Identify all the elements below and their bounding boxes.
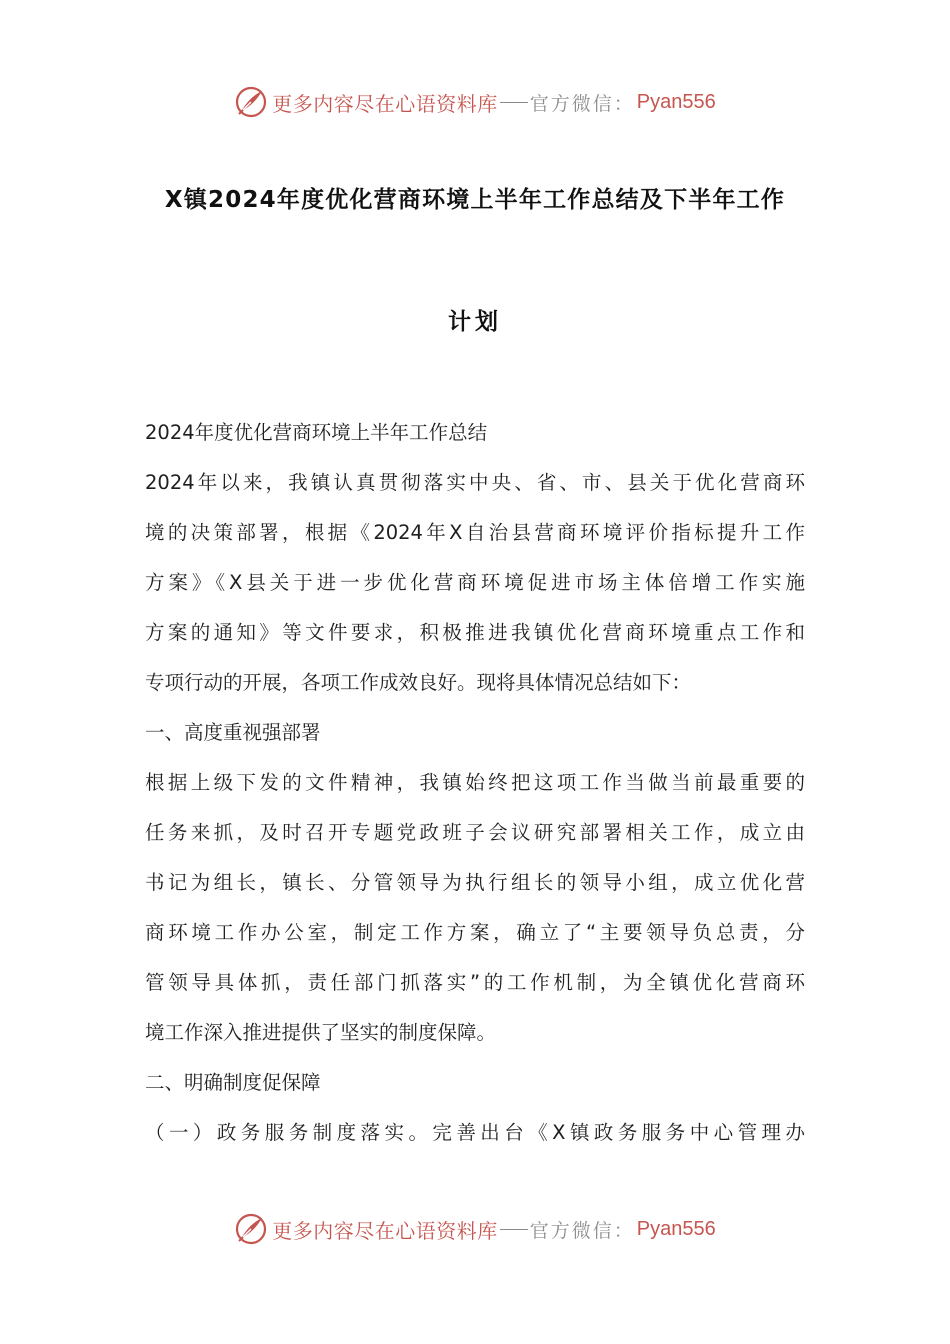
document-title-line-1: X镇2024年度优化营商环境上半年工作总结及下半年工作 — [164, 187, 786, 213]
section-heading-1: 一、高度重视强部署 — [145, 721, 321, 744]
account-label: 官方微信： — [529, 92, 635, 115]
section-heading-summary: 2024年度优化营商环境上半年工作总结 — [145, 421, 488, 444]
paragraph-line: 根据上级下发的文件精神，我镇始终把这项工作当做当前最重要的 — [145, 771, 805, 794]
account-handle: Pyan556 — [636, 1217, 716, 1240]
divider-dash — [500, 102, 528, 103]
paragraph-line: 方案的通知》等文件要求，积极推进我镇优化营商环境重点工作和 — [145, 621, 805, 644]
account-label: 官方微信： — [529, 1219, 635, 1242]
paragraph-line: 2024年以来，我镇认真贯彻落实中央、省、市、县关于优化营商环 — [145, 471, 805, 494]
paragraph-line: （一）政务服务制度落实。完善出台《X镇政务服务中心管理办 — [145, 1121, 805, 1144]
section-heading-2: 二、明确制度促保障 — [145, 1071, 321, 1094]
paragraph-line: 管领导具体抓，责任部门抓落实”的工作机制，为全镇优化营商环 — [145, 971, 805, 994]
paragraph-line: 境的决策部署，根据《2024年X自治县营商环境评价指标提升工作 — [145, 521, 805, 544]
feather-pen-logo-icon — [234, 1212, 268, 1246]
header-watermark-banner — [0, 82, 950, 122]
document-title-line-2: 计划 — [448, 309, 502, 335]
promo-text: 更多内容尽在心语资料库 — [272, 91, 498, 116]
paragraph-line: 境工作深入推进提供了坚实的制度保障。 — [145, 1021, 497, 1044]
divider-dash — [500, 1229, 528, 1230]
account-handle: Pyan556 — [636, 90, 716, 113]
footer-watermark-banner — [0, 1209, 950, 1249]
document-body — [145, 418, 807, 1168]
paragraph-line: 方案》《X县关于进一步优化营商环境促进市场主体倍增工作实施 — [145, 571, 805, 594]
promo-text: 更多内容尽在心语资料库 — [272, 1218, 498, 1243]
paragraph-line: 任务来抓，及时召开专题党政班子会议研究部署相关工作，成立由 — [145, 821, 805, 844]
paragraph-line: 书记为组长，镇长、分管领导为执行组长的领导小组，成立优化营 — [145, 871, 805, 894]
feather-pen-logo-icon — [234, 85, 268, 119]
paragraph-line: 商环境工作办公室，制定工作方案，确立了“主要领导负总责，分 — [145, 921, 805, 944]
paragraph-line: 专项行动的开展，各项工作成效良好。现将具体情况总结如下： — [145, 671, 692, 694]
